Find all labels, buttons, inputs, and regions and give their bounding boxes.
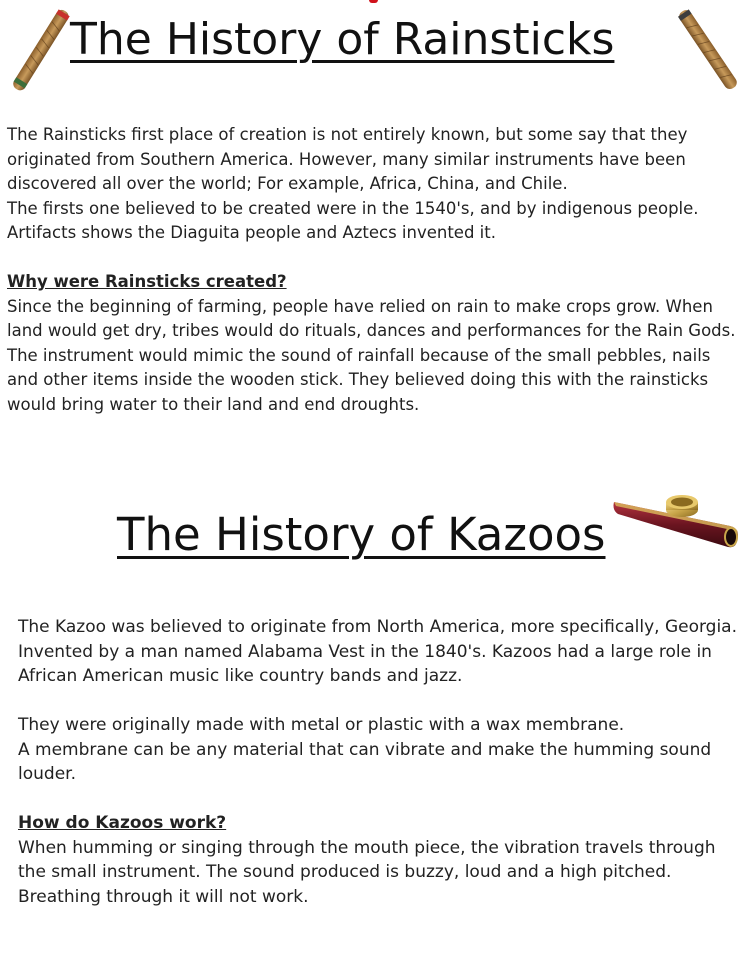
rainsticks-paragraph-origin: The Rainsticks first place of creation is not entirely known, but some say that they originated from Southern America. However, many similar instruments have been discovered all over the world; For example, Africa, China, and Chile. bbox=[7, 125, 688, 193]
rainstick-image-left bbox=[8, 2, 74, 96]
kazoos-section bbox=[18, 615, 743, 909]
page-title-rainsticks: The History of Rainsticks bbox=[70, 14, 615, 65]
kazoo-image bbox=[612, 490, 742, 552]
rainstick-image-right bbox=[672, 2, 742, 96]
rainsticks-paragraph-date: The firsts one believed to be created were in the 1540's, and by indigenous people. Artifacts shows the Diaguita people and Aztecs invented it. bbox=[7, 198, 699, 242]
kazoos-subheading: How do Kazoos work? bbox=[18, 813, 227, 833]
rainsticks-subheading: Why were Rainsticks created? bbox=[7, 272, 287, 291]
kazoos-paragraph-membrane: A membrane can be any material that can vibrate and make the humming sound louder. bbox=[18, 739, 712, 784]
page-title-kazoos: The History of Kazoos bbox=[117, 508, 606, 561]
kazoos-paragraph-how: When humming or singing through the mouth piece, the vibration travels through the small instrument. The sound produced is buzzy, loud and a high pitched. Breathing through it will not work. bbox=[18, 837, 716, 907]
rainsticks-paragraph-purpose: Since the beginning of farming, people have relied on rain to make crops grow. When land would get dry, tribes would do rituals, dances and performances for the Rain Gods. The instrument would mimic the sound of rainfall because of the small pebbles, nails and other items inside the wooden stick. They believed doing this with the rainsticks would bring water to their land and end droughts. bbox=[7, 296, 736, 414]
kazoos-paragraph-origin: The Kazoo was believed to originate from North America, more specifically, Georgia. Invented by a man named Alabama Vest in the 1840's. Kazoos had a large role in African American music like country bands and jazz. bbox=[18, 617, 737, 686]
decorative-mark bbox=[369, 0, 378, 3]
rainsticks-section bbox=[7, 123, 742, 417]
kazoos-paragraph-material: They were originally made with metal or plastic with a wax membrane. bbox=[18, 715, 625, 735]
